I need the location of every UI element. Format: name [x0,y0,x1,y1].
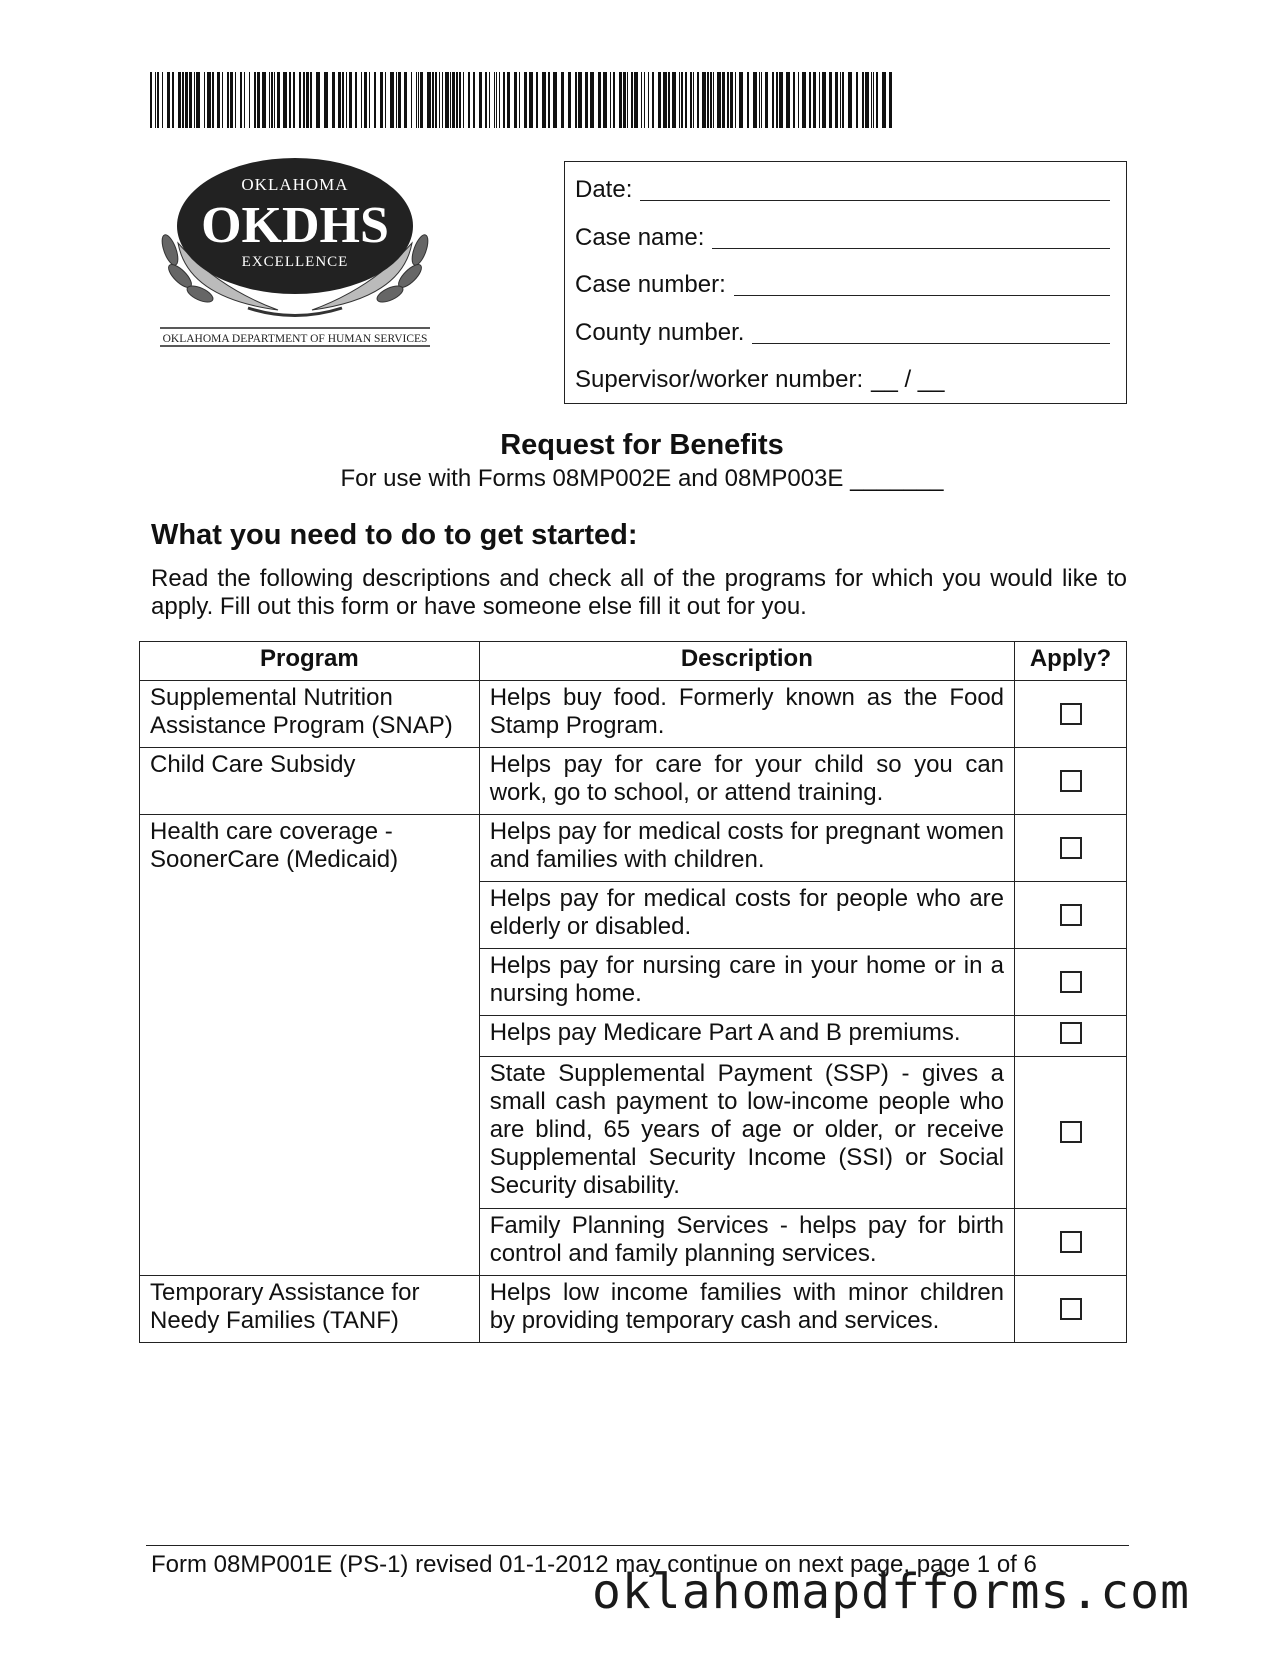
barcode-bar [735,72,736,128]
barcode-bar [663,72,667,128]
form-subtitle: For use with Forms 08MP002E and 08MP003E _______ [340,465,944,492]
barcode-bar [702,72,706,128]
barcode-bar [871,72,872,128]
barcode-bar [753,72,757,128]
program-child-care: Child Care Subsidy [140,748,480,815]
program-tanf: Temporary Assistance for Needy Families (TANF) [140,1276,480,1343]
barcode-bar [289,72,291,128]
barcode-bar [172,72,174,128]
header-program: Program [140,642,480,681]
barcode-bar [634,72,638,128]
barcode-bar [644,72,645,128]
barcode-bar [271,72,273,128]
barcode-bar [876,72,878,128]
barcode-bar [779,72,783,128]
barcode-bar [578,72,582,128]
apply-cell [1015,882,1127,949]
barcode-bar [672,72,676,128]
barcode-bar [204,72,205,128]
apply-cell [1015,748,1127,815]
county-number-label: County number. [575,318,745,346]
barcode-bar [641,72,642,128]
barcode-bar [178,72,181,128]
barcode-bar [442,72,443,128]
barcode-bar [873,72,874,128]
apply-cell [1015,681,1127,748]
barcode-bar [494,72,495,128]
barcode-bar [324,72,328,128]
barcode-bar [613,72,615,128]
apply-cell [1015,1057,1127,1209]
barcode-bar [346,72,347,128]
barcode-bar [283,72,287,128]
table-row [140,748,1127,815]
barcode-bar [196,72,200,128]
barcode-bar [598,72,601,128]
apply-cell [1015,1276,1127,1343]
barcode-bar [427,72,431,128]
supervisor-worker-field[interactable]: __ / __ [871,366,945,393]
apply-checkbox-child-care[interactable] [1060,770,1082,792]
program-soonercare: Health care coverage - SoonerCare (Medicaid) [140,815,480,1276]
barcode-bar [435,72,437,128]
barcode-bar [568,72,571,128]
barcode-bar [450,72,451,128]
barcode-bar [747,72,749,128]
barcode-bar [652,72,654,128]
barcode-bar [809,72,811,128]
barcode-bar [342,72,344,128]
barcode-bar [439,72,440,128]
barcode-bar [227,72,229,128]
barcode-bar [167,72,170,128]
barcode-bar [776,72,778,128]
barcode-bar [274,72,275,128]
barcode-bar [585,72,588,128]
case-name-row [575,224,1114,272]
barcode-bar [690,72,692,128]
case-info-box [564,161,1127,404]
barcode-bar [542,72,546,128]
barcode-bar [623,72,626,128]
barcode-bar [396,72,397,128]
barcode-bar [713,72,714,128]
barcode-bar [761,72,762,128]
barcode-bar [332,72,335,128]
barcode-bar [390,72,394,128]
case-name-label: Case name: [575,223,705,251]
barcode [150,72,895,128]
barcode-bar [257,72,260,128]
barcode-bar [519,72,520,128]
barcode-bar [693,72,694,128]
apply-checkbox-tanf[interactable] [1060,1298,1082,1320]
date-row [575,176,1114,224]
description-cell: Helps pay for medical costs for people who are elderly or disabled. [479,882,1014,949]
barcode-bar [865,72,869,128]
barcode-bar [244,72,245,128]
barcode-bar [496,72,497,128]
barcode-bar [802,72,806,128]
barcode-bar [189,72,192,128]
barcode-bar [194,72,195,128]
barcode-bar [813,72,816,128]
barcode-bar [150,72,152,128]
barcode-bar [856,72,858,128]
barcode-bar [398,72,401,128]
barcode-bar [503,72,505,128]
apply-checkbox-pregnant-families[interactable] [1060,837,1082,859]
barcode-bar [697,72,699,128]
barcode-bar [507,72,510,128]
table-header-row [140,642,1127,681]
barcode-bar [739,72,743,128]
barcode-bar [269,72,270,128]
barcode-bar [862,72,864,128]
barcode-bar [710,72,712,128]
barcode-bar [420,72,423,128]
barcode-bar [299,72,301,128]
barcode-bar [385,72,386,128]
barcode-bar [303,72,305,128]
barcode-bar [485,72,487,128]
barcode-bar [648,72,649,128]
barcode-bar [681,72,683,128]
supervisor-worker-label: Supervisor/worker number: [575,366,864,393]
barcode-bar [835,72,838,128]
barcode-bar [277,72,280,128]
barcode-bar [798,72,799,128]
logo-main-text: OKDHS [201,197,389,254]
barcode-bar [222,72,223,128]
barcode-bar [658,72,661,128]
barcode-bar [685,72,687,128]
barcode-bar [217,72,220,128]
barcode-bar [727,72,729,128]
barcode-bar [369,72,370,128]
logo-top-text: OKLAHOMA [241,175,349,194]
apply-checkbox-elderly-disabled[interactable] [1060,904,1082,926]
logo-bottom-text: EXCELLENCE [241,254,349,270]
barcode-bar [772,72,774,128]
barcode-bar [631,72,633,128]
case-number-label: Case number: [575,271,726,298]
section-heading: What you need to do to get started: [151,519,638,551]
barcode-bar [157,72,159,128]
barcode-bar [603,72,607,128]
intro-text: Read the following descriptions and check all of the programs for which you would like to apply. Fill out this form or have someone else fill it out for you. [151,565,1127,620]
description-cell: Helps buy food. Formerly known as the Food Stamp Program. [479,681,1014,748]
header-apply: Apply? [1015,642,1127,681]
barcode-bar [668,72,670,128]
barcode-bar [240,72,242,128]
apply-cell [1015,949,1127,1016]
barcode-bar [536,72,538,128]
apply-cell [1015,1209,1127,1276]
barcode-bar [364,72,367,128]
barcode-bar [561,72,564,128]
watermark: oklahomapdfforms.com [592,1564,1190,1620]
barcode-bar [590,72,594,128]
barcode-bar [717,72,721,128]
barcode-bar [479,72,482,128]
barcode-bar [432,72,434,128]
barcode-bar [529,72,533,128]
barcode-bar [452,72,455,128]
barcode-bar [786,72,790,128]
programs-table [139,641,1127,1343]
barcode-bar [310,72,312,128]
form-title: Request for Benefits [500,429,784,461]
barcode-bar [553,72,557,128]
barcode-bar [822,72,826,128]
barcode-bar [416,72,417,128]
barcode-bar [230,72,233,128]
barcode-bar [707,72,709,128]
county-number-row [575,319,1114,367]
barcode-bar [235,72,236,128]
barcode-bar [548,72,550,128]
barcode-bar [829,72,832,128]
logo-caption: OKLAHOMA DEPARTMENT OF HUMAN SERVICES [162,333,428,345]
barcode-bar [468,72,470,128]
apply-checkbox-medicare-premiums[interactable] [1060,1022,1082,1044]
barcode-bar [722,72,725,128]
barcode-bar [207,72,211,128]
supervisor-worker-row [575,366,1114,414]
barcode-bar [765,72,768,128]
table-row [140,815,1127,882]
case-number-field[interactable] [734,271,1110,296]
barcode-bar [840,72,841,128]
barcode-bar [463,72,464,128]
apply-cell [1015,815,1127,882]
case-name-field[interactable] [712,224,1110,249]
description-cell: State Supplemental Payment (SSP) - gives a small cash payment to low-income people who are blind, 65 years of age or older, or receive Supplemental Security Income (SSI) or Social Security disability. [479,1057,1014,1209]
barcode-bar [404,72,407,128]
description-cell: Family Planning Services - helps pay for birth control and family planning services. [479,1209,1014,1276]
barcode-bar [627,72,628,128]
barcode-bar [155,72,156,128]
barcode-bar [473,72,475,128]
description-cell: Helps pay for care for your child so you can work, go to school, or attend training. [479,748,1014,815]
okdhs-logo [158,158,432,358]
barcode-bar [456,72,458,128]
barcode-bar [316,72,320,128]
barcode-bar [262,72,266,128]
description-cell: Helps pay for medical costs for pregnant women and families with children. [479,815,1014,882]
apply-checkbox-family-planning[interactable] [1060,1231,1082,1253]
barcode-bar [338,72,341,128]
barcode-bar [374,72,376,128]
barcode-bar [445,72,449,128]
barcode-bar [882,72,886,128]
barcode-bar [759,72,760,128]
table-row [140,1276,1127,1343]
barcode-bar [349,72,352,128]
apply-checkbox-ssp[interactable] [1060,1121,1082,1143]
barcode-bar [162,72,163,128]
apply-checkbox-nursing-care[interactable] [1060,971,1082,993]
description-cell: Helps pay for nursing care in your home or in a nursing home. [479,949,1014,1016]
barcode-bar [249,72,250,128]
barcode-bar [848,72,852,128]
barcode-bar [380,72,383,128]
barcode-bar [524,72,527,128]
apply-cell [1015,1016,1127,1057]
case-number-row [575,271,1114,319]
barcode-bar [842,72,844,128]
barcode-bar [459,72,461,128]
apply-checkbox-snap[interactable] [1060,703,1082,725]
barcode-bar [514,72,517,128]
form-footer: Form 08MP001E (PS-1) revised 01-1-2012 may continue on next page, page 1 of 6 [151,1551,1037,1578]
barcode-bar [254,72,256,128]
barcode-bar [355,72,357,128]
description-cell: Helps pay Medicare Part A and B premiums. [479,1016,1014,1057]
barcode-bar [610,72,611,128]
barcode-bar [793,72,795,128]
barcode-bar [499,72,500,128]
barcode-bar [182,72,184,128]
barcode-bar [411,72,412,128]
barcode-bar [679,72,680,128]
date-label: Date: [575,176,633,203]
barcode-bar [575,72,577,128]
barcode-bar [212,72,214,128]
barcode-bar [819,72,820,128]
barcode-bar [185,72,188,128]
header-description: Description [479,642,1014,681]
barcode-bar [418,72,419,128]
program-snap: Supplemental Nutrition Assistance Program (SNAP) [140,681,480,748]
footer-divider [146,1545,1129,1546]
barcode-bar [730,72,733,128]
description-cell: Helps low income families with minor children by providing temporary cash and services. [479,1276,1014,1343]
barcode-bar [306,72,309,128]
barcode-bar [361,72,362,128]
barcode-bar [889,72,892,128]
barcode-bar [293,72,295,128]
barcode-bar [489,72,490,128]
table-row [140,681,1127,748]
county-number-field[interactable] [752,319,1110,344]
date-field[interactable] [640,176,1110,201]
barcode-bar [619,72,622,128]
